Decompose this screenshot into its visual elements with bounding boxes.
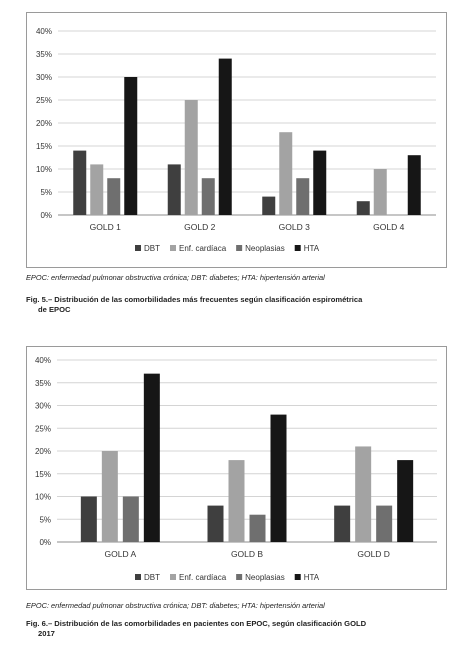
x-category-label: GOLD 2: [184, 222, 216, 232]
bar-hta-gold-2: [219, 59, 232, 215]
legend-label: Enf. cardíaca: [179, 573, 227, 582]
y-tick-label: 20%: [35, 119, 52, 128]
chart-gold-2017: [26, 346, 447, 590]
bar-neoplasias-gold-3: [296, 178, 309, 215]
x-category-label: GOLD 1: [89, 222, 121, 232]
bar-hta-gold-d: [397, 460, 413, 542]
x-category-label: GOLD 3: [278, 222, 310, 232]
y-tick-label: 25%: [34, 424, 51, 434]
bar-enf-card-aca-gold-1: [90, 164, 103, 215]
legend-swatch: [170, 574, 176, 580]
x-category-label: GOLD 4: [373, 222, 405, 232]
bar-hta-gold-a: [144, 374, 160, 542]
bar-hta-gold-4: [408, 155, 421, 215]
legend-label: DBT: [144, 244, 160, 253]
y-tick-label: 5%: [39, 515, 51, 525]
legend-swatch: [135, 245, 141, 251]
bar-hta-gold-1: [124, 77, 137, 215]
bar-enf-card-aca-gold-3: [279, 132, 292, 215]
bar-neoplasias-gold-d: [376, 506, 392, 542]
x-category-label: GOLD D: [357, 549, 390, 559]
y-tick-label: 30%: [34, 401, 51, 411]
figure-6-caption-line1: Fig. 6.– Distribución de las comorbilidades en pacientes con EPOC, según clasificación GOLD: [26, 619, 367, 628]
y-tick-label: 15%: [34, 469, 51, 479]
legend-swatch: [170, 245, 176, 251]
x-category-label: GOLD A: [104, 549, 137, 559]
figure-6-caption: [26, 619, 451, 639]
y-tick-label: 40%: [34, 356, 51, 365]
bar-dbt-gold-a: [81, 497, 97, 543]
bar-enf-card-aca-gold-d: [355, 446, 371, 542]
bar-dbt-gold-1: [73, 151, 86, 215]
bar-neoplasias-gold-1: [107, 178, 120, 215]
chart-2-svg: [27, 347, 446, 589]
y-tick-label: 35%: [34, 378, 51, 388]
legend-label: Enf. cardíaca: [179, 244, 227, 253]
bar-dbt-gold-d: [334, 506, 350, 542]
figure-5-note: EPOC: enfermedad pulmonar obstructiva crónica; DBT: diabetes; HTA: hipertensión arterial: [26, 273, 325, 282]
figure-5-caption: [26, 295, 451, 315]
legend-swatch: [236, 245, 242, 251]
y-tick-label: 20%: [34, 447, 51, 456]
chart-1-svg: [27, 13, 446, 267]
y-tick-label: 5%: [40, 188, 52, 197]
chart-gold-espirometrica: [26, 12, 447, 268]
bar-dbt-gold-4: [357, 201, 370, 215]
bar-neoplasias-gold-2: [202, 178, 215, 215]
bar-dbt-gold-b: [208, 506, 224, 542]
legend-swatch: [295, 574, 301, 580]
bar-enf-card-aca-gold-2: [185, 100, 198, 215]
legend-label: Neoplasias: [245, 573, 285, 582]
y-tick-label: 0%: [40, 211, 52, 220]
legend-label: DBT: [144, 573, 160, 582]
bar-hta-gold-b: [271, 415, 287, 542]
y-tick-label: 40%: [35, 27, 52, 36]
y-tick-label: 10%: [35, 165, 52, 174]
bar-hta-gold-3: [313, 151, 326, 215]
y-tick-label: 30%: [35, 73, 52, 82]
y-tick-label: 0%: [39, 538, 51, 547]
legend-swatch: [135, 574, 141, 580]
bar-dbt-gold-2: [168, 164, 181, 215]
legend-label: Neoplasias: [245, 244, 285, 253]
figure-5-caption-line2: de EPOC: [38, 305, 71, 314]
y-tick-label: 15%: [35, 142, 52, 151]
y-tick-label: 10%: [34, 492, 51, 502]
y-tick-label: 25%: [35, 96, 52, 105]
x-category-label: GOLD B: [230, 549, 264, 559]
bar-enf-card-aca-gold-b: [229, 460, 245, 542]
bar-enf-card-aca-gold-4: [374, 169, 387, 215]
figure-6-caption-line2: 2017: [38, 629, 55, 638]
y-tick-label: 35%: [35, 50, 52, 59]
legend-swatch: [295, 245, 301, 251]
figure-5-caption-line1: Fig. 5.– Distribución de las comorbilidades más frecuentes según clasificación espirométrica: [26, 295, 363, 304]
legend-label: HTA: [303, 244, 320, 253]
bar-neoplasias-gold-a: [123, 497, 139, 543]
legend-swatch: [236, 574, 242, 580]
bar-neoplasias-gold-b: [250, 515, 266, 542]
bar-enf-card-aca-gold-a: [102, 451, 118, 542]
legend-label: HTA: [303, 573, 320, 582]
bar-dbt-gold-3: [262, 197, 275, 215]
figure-6-note: EPOC: enfermedad pulmonar obstructiva crónica; DBT: diabetes; HTA: hipertensión arterial: [26, 601, 325, 610]
